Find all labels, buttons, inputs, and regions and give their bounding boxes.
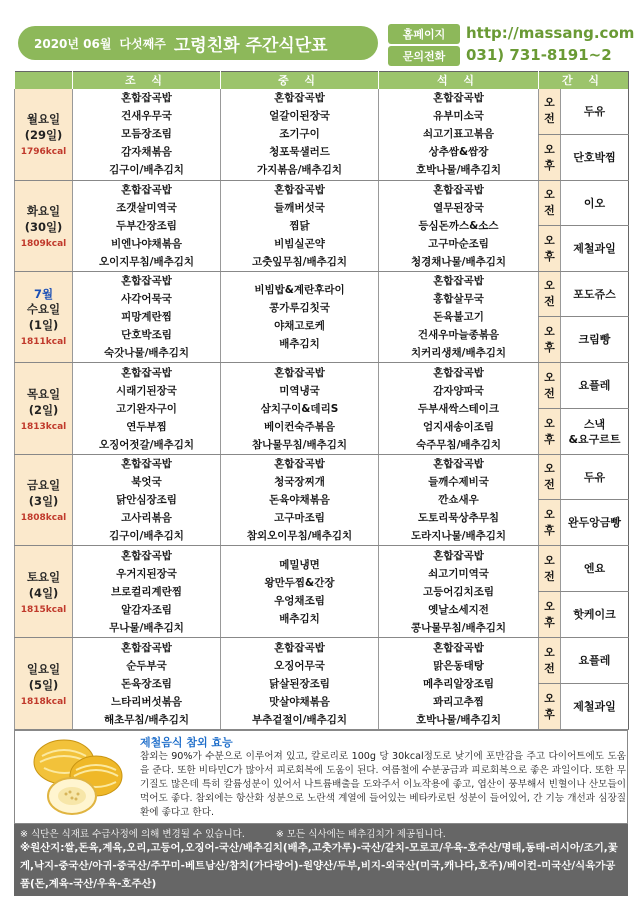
- snack-pm: 제철과일: [561, 684, 629, 730]
- breakfast-item: 알감자조림: [121, 603, 172, 616]
- breakfast-item: 브로컬리계란찜: [110, 585, 182, 598]
- dinner-item: 깐쇼새우: [438, 494, 479, 506]
- day-date: (5일): [28, 677, 59, 692]
- breakfast-cell: [73, 455, 221, 546]
- pm-label: 오 후: [539, 684, 561, 730]
- lunch-item: 배추김치: [279, 338, 320, 350]
- pm-label: 오 후: [539, 226, 561, 272]
- snack-pm: 완두앙금빵: [561, 500, 629, 546]
- breakfast-item: 오이지무침/배추김치: [98, 256, 195, 268]
- dinner-item: 고등어김치조림: [422, 585, 494, 598]
- menu-body: [15, 89, 629, 730]
- lunch-item: 찜닭: [289, 220, 310, 232]
- breakfast-item: 혼합잡곡밥: [121, 184, 172, 196]
- lunch-item: 삼치구이&데리S: [260, 402, 339, 415]
- dinner-item: 쇠고기미역국: [428, 567, 489, 580]
- footer-notes: [20, 826, 474, 840]
- table-row: [15, 272, 629, 317]
- lunch-cell: [221, 546, 379, 638]
- breakfast-cell: [73, 89, 221, 181]
- day-kcal: 1818kcal: [20, 696, 67, 707]
- dinner-item: 맑은동태탕: [433, 659, 484, 672]
- snack-am: 이오: [561, 181, 629, 226]
- homepage-url[interactable]: http://massang.com: [466, 24, 635, 42]
- snack-am: 요플레: [561, 638, 629, 684]
- lunch-item: 메밀냉면: [279, 558, 320, 571]
- lunch-item: 고춧잎무침/배추김치: [251, 256, 348, 268]
- tip-title: 제철음식 참외 효능: [140, 736, 233, 749]
- dinner-cell: [379, 546, 539, 638]
- am-label: 오 전: [539, 363, 561, 409]
- page-header: [0, 0, 640, 70]
- day-cell: [15, 638, 73, 730]
- lunch-cell: [221, 455, 379, 546]
- lunch-item: 혼합잡곡밥: [274, 366, 325, 379]
- day-name: 토요일: [26, 569, 61, 584]
- breakfast-item: 비엔나야채볶음: [110, 238, 182, 250]
- table-row: [15, 181, 629, 226]
- lunch-cell: [221, 638, 379, 730]
- day-date: (4일): [28, 585, 59, 600]
- header-day: [15, 72, 73, 89]
- contact-label: 문의전화: [388, 46, 460, 66]
- homepage-label: 홈페이지: [388, 24, 460, 44]
- lunch-cell: [221, 363, 379, 455]
- breakfast-item: 두부간장조림: [116, 220, 177, 232]
- lunch-item: 참외오이무침/배추김치: [246, 530, 353, 542]
- dinner-item: 콩나물무침/배추김치: [410, 621, 507, 634]
- snack-pm: 크림빵: [561, 317, 629, 363]
- pm-label: 오 후: [539, 409, 561, 455]
- table-row: [15, 546, 629, 592]
- breakfast-cell: [73, 363, 221, 455]
- day-date: (1일): [28, 318, 59, 332]
- dinner-cell: [379, 638, 539, 730]
- breakfast-item: 김구이/배추김치: [109, 530, 184, 542]
- am-label: 오 전: [539, 272, 561, 317]
- snack-am: 요플레: [561, 363, 629, 409]
- snack-pm: 핫케이크: [561, 592, 629, 638]
- dinner-item: 메추리알장조림: [422, 677, 494, 690]
- day-name: 목요일: [26, 386, 61, 401]
- dinner-item: 등심돈까스&소스: [418, 220, 499, 232]
- lunch-item: 배추김치: [279, 612, 320, 625]
- breakfast-item: 시래기된장국: [116, 384, 177, 397]
- day-date: (29일): [24, 128, 63, 143]
- lunch-item: 부추겉절이/배추김치: [251, 713, 348, 726]
- breakfast-item: 조갯살미역국: [116, 202, 177, 214]
- breakfast-item: 사각어묵국: [121, 293, 172, 305]
- lunch-item: 혼합잡곡밥: [274, 184, 325, 196]
- breakfast-item: 연두부찜: [126, 420, 167, 433]
- year-month: 2020년 06월: [34, 36, 112, 51]
- header-breakfast: 조 식: [73, 72, 221, 89]
- snack-am: 엔요: [561, 546, 629, 592]
- lunch-cell: [221, 181, 379, 272]
- dinner-cell: [379, 363, 539, 455]
- breakfast-item: 피망계란찜: [121, 311, 172, 323]
- footer-note-kimchi: ※ 모든 식사에는 배추김치가 제공됩니다.: [275, 829, 446, 840]
- day-name: 월요일: [26, 112, 61, 127]
- lunch-item: 조기구이: [279, 128, 320, 141]
- breakfast-item: 혼합잡곡밥: [121, 366, 172, 379]
- breakfast-item: 혼합잡곡밥: [121, 275, 172, 287]
- breakfast-item: 닭안심장조림: [116, 494, 177, 506]
- dinner-item: 들깨수제비국: [428, 476, 489, 488]
- breakfast-item: 느타리버섯볶음: [110, 695, 182, 708]
- breakfast-item: 고사리볶음: [121, 512, 172, 524]
- dinner-item: 혼합잡곡밥: [433, 275, 484, 287]
- breakfast-item: 혼합잡곡밥: [121, 92, 172, 105]
- dinner-item: 두부새싹스테이크: [417, 402, 500, 415]
- am-label: 오 전: [539, 546, 561, 592]
- day-date: (2일): [28, 402, 59, 417]
- breakfast-item: 돈육장조림: [121, 677, 172, 690]
- table-row: [15, 89, 629, 135]
- day-kcal: 1815kcal: [20, 604, 67, 615]
- dinner-item: 호박나물/배추김치: [416, 713, 501, 726]
- lunch-item: 콩가루김칫국: [269, 302, 330, 314]
- breakfast-cell: [73, 638, 221, 730]
- lunch-item: 혼합잡곡밥: [274, 641, 325, 654]
- day-name: 수요일: [26, 302, 61, 316]
- dinner-item: 건새우마늘종볶음: [417, 329, 500, 341]
- weekly-menu-table: [14, 71, 629, 730]
- lunch-item: 왕만두찜&간장: [264, 576, 335, 589]
- dinner-item: 돈육불고기: [433, 311, 484, 323]
- pm-label: 오 후: [539, 592, 561, 638]
- day-cell: [15, 89, 73, 181]
- breakfast-item: 무나물/배추김치: [109, 621, 184, 634]
- snack-am: 두유: [561, 455, 629, 500]
- breakfast-item: 순두부국: [126, 659, 167, 672]
- header-snack: 간 식: [539, 72, 629, 89]
- breakfast-item: 혼합잡곡밥: [121, 458, 172, 470]
- lunch-item: 우엉채조림: [274, 594, 325, 607]
- day-kcal: 1811kcal: [20, 337, 67, 347]
- day-kcal: 1808kcal: [20, 513, 67, 523]
- dinner-item: 홍합살무국: [433, 293, 484, 305]
- breakfast-item: 북엇국: [131, 476, 162, 488]
- day-cell: [15, 272, 73, 363]
- tip-body: 참외는 90%가 수분으로 이루어져 있고, 칼로리로 100g 당 30kcal정도로 낮기에 포만감을 주고 다이어트에도 도움을 준다. 또한 비타민C가 많아서 피로회복에 도움이 된다. 여름철에 수분공급과 피로회복으로 좋은 과일이다. 또한 무기질도 많은데 특히 칼륨성분이 있어서 나트륨배출을 도와주서 이뇨작용에 좋고, 엽산이 풍부해서 빈혈이나 산모들이 먹어도 좋다. 참외에는 항산화 성분으로 노란색 계열에 들어있는 베타카로틴 성분이 들어있어, 간 기능 개선과 심장질환에 좋다고 한다.: [140, 751, 626, 818]
- dinner-item: 혼합잡곡밥: [433, 92, 484, 105]
- day-cell: [15, 181, 73, 272]
- lunch-item: 참나물무침/배추김치: [251, 438, 348, 451]
- lunch-item: 비빔밥&계란후라이: [254, 284, 345, 296]
- day-cell: [15, 455, 73, 546]
- lunch-item: 미역냉국: [279, 384, 320, 397]
- day-kcal: 1813kcal: [20, 421, 67, 432]
- day-cell: [15, 363, 73, 455]
- table-row: [15, 638, 629, 684]
- breakfast-cell: [73, 181, 221, 272]
- lunch-item: 닭살된장조림: [269, 677, 330, 690]
- dinner-item: 혼합잡곡밥: [433, 641, 484, 654]
- breakfast-item: 단호박조림: [121, 329, 172, 341]
- dinner-cell: [379, 455, 539, 546]
- breakfast-item: 오징어젓갈/배추김치: [98, 438, 195, 451]
- lunch-cell: [221, 89, 379, 181]
- lunch-item: 돈육야채볶음: [269, 494, 330, 506]
- snack-pm: 스낵 &요구르트: [561, 409, 629, 455]
- dinner-item: 혼합잡곡밥: [433, 549, 484, 562]
- dinner-item: 쇠고기표고볶음: [422, 128, 494, 141]
- day-name: 금요일: [26, 478, 61, 492]
- title-banner: [18, 26, 378, 60]
- pm-label: 오 후: [539, 500, 561, 546]
- dinner-item: 유부미소국: [433, 110, 484, 123]
- snack-am: 포도쥬스: [561, 272, 629, 317]
- lunch-item: 야채고로케: [274, 320, 325, 332]
- table-header-row: [15, 72, 629, 89]
- dinner-item: 꽈리고추찜: [433, 695, 484, 708]
- breakfast-cell: [73, 546, 221, 638]
- breakfast-item: 혼합잡곡밥: [121, 641, 172, 654]
- dinner-item: 숙주무침/배추김치: [416, 438, 501, 451]
- dinner-item: 열무된장국: [433, 202, 484, 214]
- header-dinner: 석 식: [379, 72, 539, 89]
- dinner-cell: [379, 181, 539, 272]
- dinner-item: 옛날소세지전: [428, 603, 489, 616]
- day-month: 7월: [33, 287, 54, 301]
- header-lunch: 중 식: [221, 72, 379, 89]
- lunch-cell: [221, 272, 379, 363]
- breakfast-item: 고기완자구이: [116, 402, 177, 415]
- am-label: 오 전: [539, 181, 561, 226]
- lunch-item: 오징어무국: [274, 659, 325, 672]
- pm-label: 오 후: [539, 317, 561, 363]
- lunch-item: 혼합잡곡밥: [274, 458, 325, 470]
- snack-am: 두유: [561, 89, 629, 135]
- dinner-item: 청경채나물/배추김치: [410, 256, 507, 268]
- contact-phone: 031) 731-8191~2: [466, 46, 612, 64]
- day-date: (30일): [24, 220, 63, 234]
- am-label: 오 전: [539, 638, 561, 684]
- lunch-item: 얼갈이된장국: [269, 110, 330, 123]
- lunch-item: 가지볶음/배추김치: [257, 164, 342, 177]
- breakfast-item: 모듬장조림: [121, 128, 172, 141]
- breakfast-item: 감자채볶음: [121, 146, 172, 159]
- breakfast-cell: [73, 272, 221, 363]
- dinner-item: 혼합잡곡밥: [433, 458, 484, 470]
- dinner-item: 혼합잡곡밥: [433, 184, 484, 196]
- day-cell: [15, 546, 73, 638]
- lunch-item: 들깨버섯국: [274, 202, 325, 214]
- dinner-item: 호박나물/배추김치: [416, 164, 501, 177]
- am-label: 오 전: [539, 455, 561, 500]
- lunch-item: 맛살야채볶음: [269, 695, 330, 708]
- pm-label: 오 후: [539, 135, 561, 181]
- breakfast-item: 김구이/배추김치: [109, 164, 184, 177]
- lunch-item: 베이컨숙주볶음: [263, 420, 335, 433]
- melon-illustration: [30, 732, 130, 820]
- dinner-cell: [379, 89, 539, 181]
- dinner-item: 치커리생채/배추김치: [410, 347, 507, 359]
- page-title: 고령친화 주간식단표: [173, 35, 328, 56]
- dinner-item: 감자양파국: [433, 384, 484, 397]
- dinner-item: 혼합잡곡밥: [433, 366, 484, 379]
- table-row: [15, 455, 629, 500]
- day-kcal: 1796kcal: [20, 147, 67, 158]
- day-name: 화요일: [26, 204, 61, 218]
- day-name: 일요일: [26, 661, 61, 676]
- origin-info: ※원산지:쌀,돈육,계육,오리,고등어,오징어-국산/배추김치(배추,고춧가루)-국산/갈치-모로코/우육-호주산/명태,동태-러시아/조기,꽃게,낙지-중국산/아귀-중국산/주꾸미-베트남산/참치(가다랑어)-원양산/두부,비지-외국산(미국,캐나다,호주)/베이컨-미국산/식육가공품(돈,계육-국산/우육-호주산): [20, 842, 618, 890]
- breakfast-item: 건새우무국: [121, 110, 172, 123]
- dinner-cell: [379, 272, 539, 363]
- week-label: 다섯째주: [119, 36, 166, 51]
- breakfast-item: 숙갓나물/배추김치: [104, 347, 189, 359]
- snack-pm: 단호박찜: [561, 135, 629, 181]
- dinner-item: 도토리묵상추무침: [417, 512, 500, 524]
- lunch-item: 청국장찌개: [274, 476, 325, 488]
- lunch-item: 고구마조림: [274, 512, 325, 524]
- lunch-item: 혼합잡곡밥: [274, 92, 325, 105]
- footer: [14, 824, 628, 896]
- snack-pm: 제철과일: [561, 226, 629, 272]
- dinner-item: 상추쌈&쌈장: [428, 146, 489, 159]
- lunch-item: 비빔실곤약: [274, 238, 325, 250]
- breakfast-item: 혼합잡곡밥: [121, 549, 172, 562]
- breakfast-item: 해초무침/배추김치: [104, 713, 189, 726]
- table-row: [15, 363, 629, 409]
- day-date: (3일): [28, 494, 59, 508]
- dinner-item: 엄지새송이조림: [422, 420, 494, 433]
- lunch-item: 청포묵샐러드: [269, 146, 330, 159]
- footer-note-change: ※ 식단은 식재료 수급사정에 의해 변경될 수 있습니다.: [20, 829, 245, 840]
- dinner-item: 고구마순조림: [428, 238, 489, 250]
- breakfast-item: 우거지된장국: [116, 567, 177, 580]
- day-kcal: 1809kcal: [20, 239, 67, 249]
- dinner-item: 도라지나물/배추김치: [410, 530, 507, 542]
- am-label: 오 전: [539, 89, 561, 135]
